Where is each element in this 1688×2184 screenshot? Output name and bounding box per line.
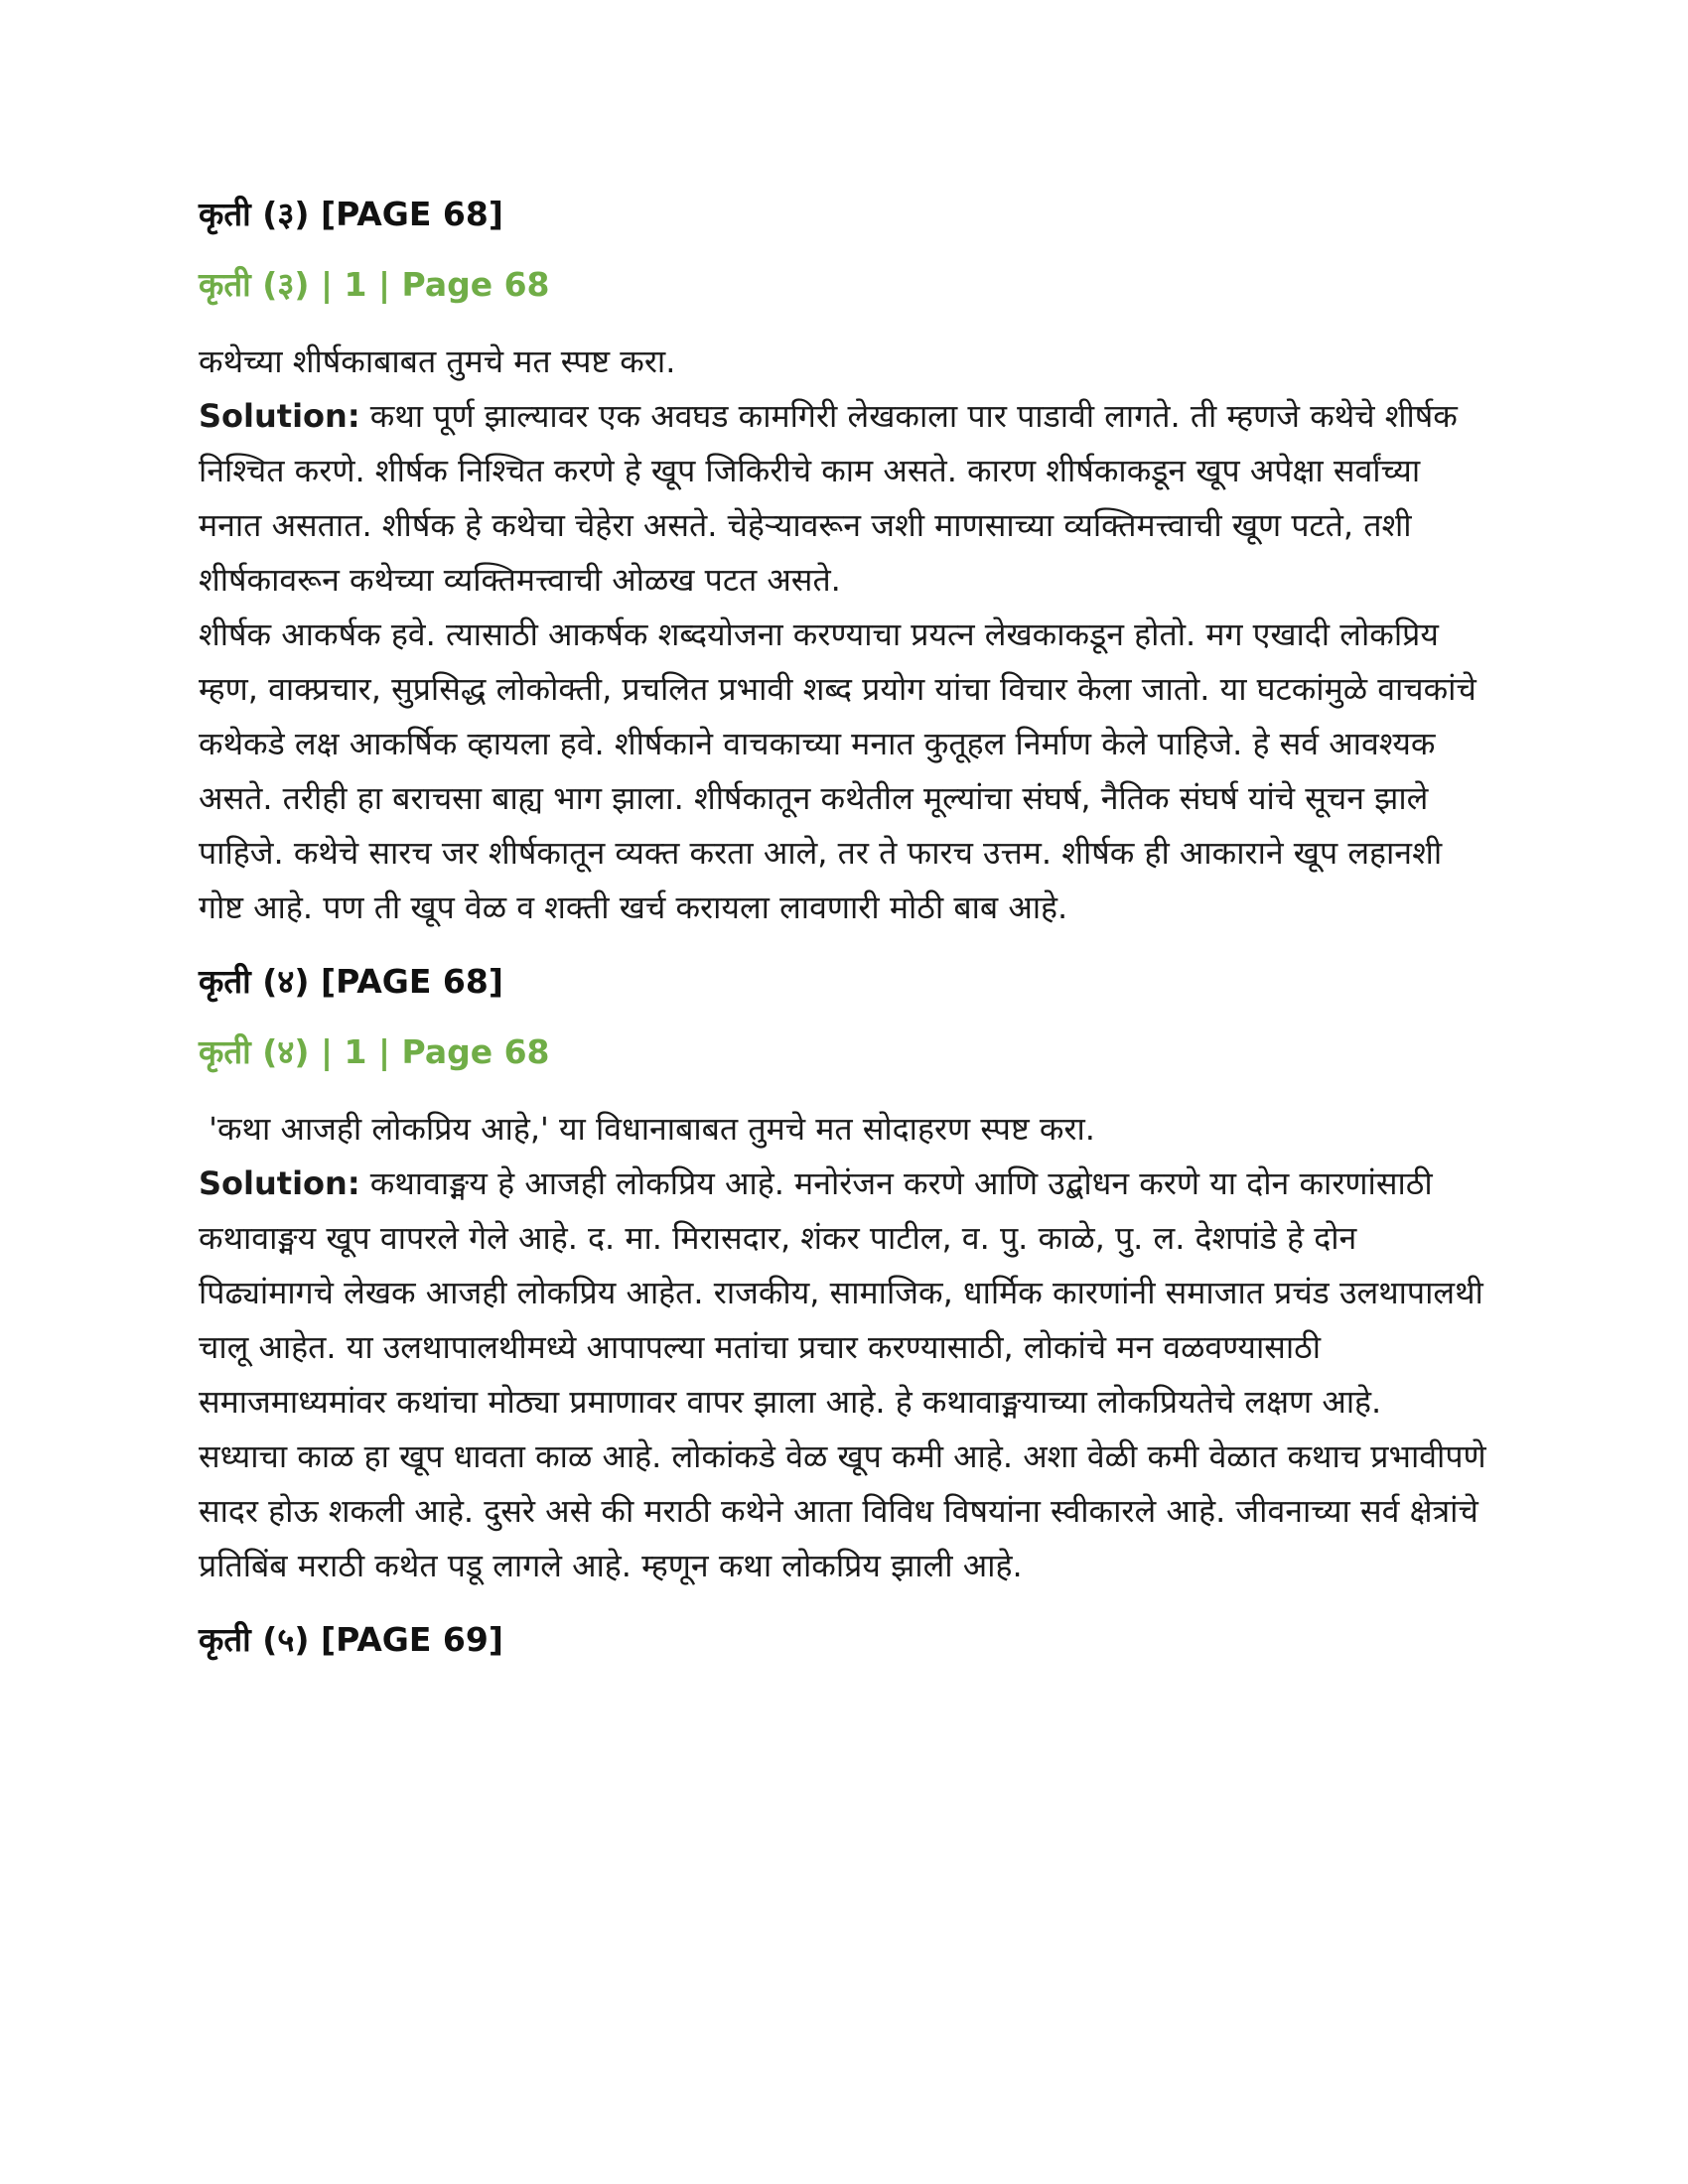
solution-text: कथा पूर्ण झाल्यावर एक अवघड कामगिरी लेखकाला पार पाडावी लागते. ती म्हणजे कथेचे शीर्षक निश्चित करणे. शीर्षक निश्चित करणे हे खूप जिकिरीचे काम असते. कारण शीर्षकाकडून खूप अपेक्षा सर्वांच्या मनात असतात. शीर्षक हे कथेचा चेहेरा असते. चेहेऱ्यावरून जशी माणसाच्या व्यक्तिमत्त्वाची खूण पटते, तशी शीर्षकावरून कथेच्या व्यक्तिमत्त्वाची ओळख पटत असते. bbox=[199, 396, 1458, 599]
section-kruti-3 bbox=[199, 194, 1489, 935]
section-kruti-4 bbox=[199, 961, 1489, 1593]
section-kruti-5 bbox=[199, 1619, 1489, 1662]
question-subheading: कृती (३) | 1 | Page 68 bbox=[199, 264, 550, 304]
solution-paragraph bbox=[199, 389, 1489, 608]
question-text: 'कथा आजही लोकप्रिय आहे,' या विधानाबाबत तुमचे मत सोदाहरण स्पष्ट करा. bbox=[199, 1109, 1095, 1148]
question-subheading: कृती (४) | 1 | Page 68 bbox=[199, 1031, 550, 1071]
section-heading: कृती (३) [PAGE 68] bbox=[199, 195, 503, 233]
solution-text: कथावाङ्मय हे आजही लोकप्रिय आहे. मनोरंजन करणे आणि उद्बोधन करणे या दोन कारणांसाठी कथावाङ्मय खूप वापरले गेले आहे. द. मा. मिरासदार, शंकर पाटील, व. पु. काळे, पु. ल. देशपांडे हे दोन पिढ्यांमागचे लेखक आजही लोकप्रिय आहेत. राजकीय, सामाजिक, धार्मिक कारणांनी समाजात प्रचंड उलथापालथी चालू आहेत. या उलथापालथीमध्ये आपापल्या मतांचा प्रचार करण्यासाठी, लोकांचे मन वळवण्यासाठी समाजमाध्यमांवर कथांचा मोठ्या प्रमाणावर वापर झाला आहे. हे कथावाङ्मयाच्या लोकप्रियतेचे लक्षण आहे. bbox=[199, 1163, 1483, 1421]
solution-label: Solution: bbox=[199, 1163, 360, 1202]
question-text: कथेच्या शीर्षकाबाबत तुमचे मत स्पष्ट करा. bbox=[199, 341, 676, 380]
section-heading: कृती (५) [PAGE 69] bbox=[199, 1619, 503, 1659]
solution-label: Solution: bbox=[199, 396, 360, 435]
solution-paragraph bbox=[199, 1157, 1489, 1430]
document-page bbox=[199, 194, 1489, 1689]
section-heading: कृती (४) [PAGE 68] bbox=[199, 961, 503, 1001]
solution-paragraph: शीर्षक आकर्षक हवे. त्यासाठी आकर्षक शब्दयोजना करण्याचा प्रयत्न लेखकाकडून होतो. मग एखादी लोकप्रिय म्हण, वाक्प्रचार, सुप्रसिद्ध लोकोक्ती, प्रचलित प्रभावी शब्द प्रयोग यांचा विचार केला जातो. या घटकांमुळे वाचकांचे कथेकडे लक्ष आकर्षिक व्हायला हवे. शीर्षकाने वाचकाच्या मनात कुतूहल निर्माण केले पाहिजे. हे सर्व आवश्यक असते. तरीही हा बराचसा बाह्य भाग झाला. शीर्षकातून कथेतील मूल्यांचा संघर्ष, नैतिक संघर्ष यांचे सूचन झाले पाहिजे. कथेचे सारच जर शीर्षकातून व्यक्त करता आले, तर ते फारच उत्तम. शीर्षक ही आकाराने खूप लहानशी गोष्ट आहे. पण ती खूप वेळ व शक्ती खर्च करायला लावणारी मोठी बाब आहे. bbox=[199, 614, 1477, 926]
solution-paragraph: सध्याचा काळ हा खूप धावता काळ आहे. लोकांकडे वेळ खूप कमी आहे. अशा वेळी कमी वेळात कथाच प्रभावीपणे सादर होऊ शकली आहे. दुसरे असे की मराठी कथेने आता विविध विषयांना स्वीकारले आहे. जीवनाच्या सर्व क्षेत्रांचे प्रतिबिंब मराठी कथेत पडू लागले आहे. म्हणून कथा लोकप्रिय झाली आहे. bbox=[199, 1436, 1486, 1584]
